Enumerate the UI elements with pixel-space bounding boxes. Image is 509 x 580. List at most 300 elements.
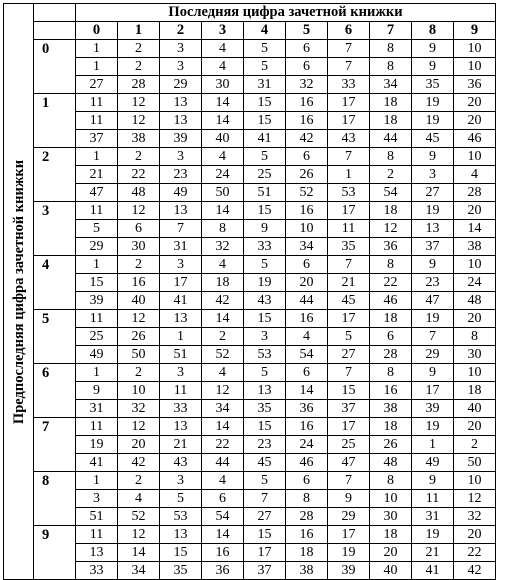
table-cell: 51 xyxy=(76,508,118,526)
table-cell: 1 xyxy=(76,256,118,274)
table-cell: 28 xyxy=(286,508,328,526)
table-cell: 36 xyxy=(202,562,244,580)
table-cell: 9 xyxy=(412,256,454,274)
table-cell: 1 xyxy=(412,436,454,454)
table-cell: 25 xyxy=(76,328,118,346)
column-header: 6 xyxy=(328,22,370,40)
table-cell: 16 xyxy=(286,94,328,112)
table-row xyxy=(4,274,496,292)
table-cell: 41 xyxy=(244,130,286,148)
table-cell: 23 xyxy=(412,274,454,292)
table-cell: 16 xyxy=(286,202,328,220)
table-cell: 39 xyxy=(160,130,202,148)
side-label-cell xyxy=(4,4,34,580)
table-cell: 9 xyxy=(412,148,454,166)
table-cell: 44 xyxy=(202,454,244,472)
table-cell: 23 xyxy=(160,166,202,184)
table-cell: 46 xyxy=(370,292,412,310)
table-cell: 2 xyxy=(202,328,244,346)
table-cell: 47 xyxy=(412,292,454,310)
table-cell: 20 xyxy=(370,544,412,562)
table-cell: 19 xyxy=(412,112,454,130)
table-cell: 37 xyxy=(244,562,286,580)
table-cell: 37 xyxy=(76,130,118,148)
table-cell: 39 xyxy=(328,562,370,580)
table-cell: 21 xyxy=(328,274,370,292)
table-row xyxy=(4,112,496,130)
table-cell: 17 xyxy=(412,382,454,400)
table-cell: 5 xyxy=(328,328,370,346)
table-cell: 54 xyxy=(370,184,412,202)
table-cell: 6 xyxy=(370,328,412,346)
header-title: Последняя цифра зачетной книжки xyxy=(76,4,496,22)
table-cell: 16 xyxy=(286,112,328,130)
table-cell: 19 xyxy=(412,418,454,436)
table-cell: 22 xyxy=(370,274,412,292)
table-cell: 40 xyxy=(370,562,412,580)
table-row xyxy=(4,544,496,562)
table-cell: 17 xyxy=(328,112,370,130)
table-cell: 39 xyxy=(76,292,118,310)
table-row xyxy=(4,202,496,220)
table-cell: 7 xyxy=(328,364,370,382)
table-cell: 10 xyxy=(286,220,328,238)
table-cell: 37 xyxy=(328,400,370,418)
table-cell: 17 xyxy=(328,526,370,544)
table-cell: 13 xyxy=(76,544,118,562)
table-cell: 38 xyxy=(118,130,160,148)
table-cell: 27 xyxy=(76,76,118,94)
table-cell: 7 xyxy=(328,472,370,490)
table-cell: 18 xyxy=(370,418,412,436)
column-header: 7 xyxy=(370,22,412,40)
table-cell: 26 xyxy=(370,436,412,454)
table-cell: 17 xyxy=(328,94,370,112)
table-cell: 38 xyxy=(454,238,496,256)
table-cell: 1 xyxy=(76,40,118,58)
table-cell: 34 xyxy=(370,76,412,94)
row-group-digit: 1 xyxy=(34,94,76,148)
table-cell: 43 xyxy=(160,454,202,472)
variant-table-container xyxy=(3,3,496,580)
table-cell: 15 xyxy=(76,274,118,292)
corner-cell xyxy=(34,22,76,40)
table-cell: 12 xyxy=(202,382,244,400)
table-cell: 40 xyxy=(202,130,244,148)
table-cell: 29 xyxy=(412,346,454,364)
table-row xyxy=(4,310,496,328)
table-cell: 6 xyxy=(286,472,328,490)
table-cell: 15 xyxy=(244,112,286,130)
table-cell: 12 xyxy=(370,220,412,238)
table-cell: 13 xyxy=(160,202,202,220)
table-row xyxy=(4,490,496,508)
table-cell: 31 xyxy=(160,238,202,256)
table-cell: 33 xyxy=(160,400,202,418)
table-row xyxy=(4,58,496,76)
table-cell: 9 xyxy=(412,58,454,76)
table-cell: 41 xyxy=(76,454,118,472)
table-cell: 2 xyxy=(454,436,496,454)
table-cell: 6 xyxy=(286,256,328,274)
table-cell: 53 xyxy=(244,346,286,364)
table-cell: 16 xyxy=(370,382,412,400)
table-row xyxy=(4,94,496,112)
table-cell: 4 xyxy=(202,58,244,76)
table-cell: 53 xyxy=(328,184,370,202)
table-cell: 5 xyxy=(76,220,118,238)
table-cell: 19 xyxy=(76,436,118,454)
table-cell: 2 xyxy=(118,256,160,274)
table-cell: 8 xyxy=(370,40,412,58)
table-cell: 3 xyxy=(76,490,118,508)
table-row xyxy=(4,508,496,526)
table-cell: 31 xyxy=(76,400,118,418)
table-cell: 15 xyxy=(244,418,286,436)
table-cell: 24 xyxy=(286,436,328,454)
table-cell: 21 xyxy=(412,544,454,562)
table-row xyxy=(4,346,496,364)
table-cell: 2 xyxy=(118,148,160,166)
column-header: 5 xyxy=(286,22,328,40)
table-cell: 9 xyxy=(412,364,454,382)
table-cell: 29 xyxy=(160,76,202,94)
table-cell: 12 xyxy=(118,526,160,544)
table-cell: 11 xyxy=(76,202,118,220)
table-cell: 51 xyxy=(160,346,202,364)
table-cell: 20 xyxy=(454,202,496,220)
column-header: 8 xyxy=(412,22,454,40)
table-cell: 26 xyxy=(118,328,160,346)
table-cell: 6 xyxy=(286,58,328,76)
table-cell: 17 xyxy=(244,544,286,562)
table-cell: 22 xyxy=(202,436,244,454)
row-group-digit: 8 xyxy=(34,472,76,526)
table-cell: 28 xyxy=(370,346,412,364)
table-cell: 30 xyxy=(454,346,496,364)
table-row xyxy=(4,76,496,94)
table-cell: 30 xyxy=(370,508,412,526)
table-cell: 20 xyxy=(454,418,496,436)
table-cell: 11 xyxy=(76,310,118,328)
table-cell: 7 xyxy=(328,58,370,76)
table-cell: 38 xyxy=(370,400,412,418)
table-cell: 3 xyxy=(160,40,202,58)
table-cell: 45 xyxy=(412,130,454,148)
table-cell: 4 xyxy=(202,472,244,490)
table-cell: 36 xyxy=(454,76,496,94)
column-header: 9 xyxy=(454,22,496,40)
table-cell: 13 xyxy=(160,112,202,130)
table-cell: 9 xyxy=(412,472,454,490)
column-header: 0 xyxy=(76,22,118,40)
table-cell: 12 xyxy=(118,310,160,328)
table-cell: 11 xyxy=(76,418,118,436)
table-row xyxy=(4,418,496,436)
table-cell: 29 xyxy=(76,238,118,256)
table-cell: 6 xyxy=(286,364,328,382)
table-cell: 42 xyxy=(202,292,244,310)
table-cell: 22 xyxy=(118,166,160,184)
table-cell: 20 xyxy=(454,526,496,544)
table-cell: 19 xyxy=(412,526,454,544)
table-cell: 18 xyxy=(370,202,412,220)
table-cell: 35 xyxy=(160,562,202,580)
table-cell: 46 xyxy=(454,130,496,148)
table-cell: 7 xyxy=(328,256,370,274)
table-cell: 41 xyxy=(160,292,202,310)
table-cell: 23 xyxy=(244,436,286,454)
table-cell: 11 xyxy=(160,382,202,400)
table-cell: 10 xyxy=(118,382,160,400)
table-cell: 52 xyxy=(286,184,328,202)
table-cell: 8 xyxy=(370,472,412,490)
table-cell: 38 xyxy=(286,562,328,580)
table-cell: 53 xyxy=(160,508,202,526)
table-cell: 17 xyxy=(328,418,370,436)
table-cell: 26 xyxy=(286,166,328,184)
table-row xyxy=(4,562,496,580)
table-cell: 18 xyxy=(370,112,412,130)
table-cell: 15 xyxy=(244,310,286,328)
table-cell: 1 xyxy=(76,58,118,76)
table-cell: 31 xyxy=(412,508,454,526)
table-cell: 15 xyxy=(244,526,286,544)
table-cell: 2 xyxy=(118,40,160,58)
side-label: Предпоследняя цифра зачетной книжки xyxy=(10,159,27,424)
table-cell: 18 xyxy=(202,274,244,292)
table-cell: 34 xyxy=(286,238,328,256)
table-cell: 19 xyxy=(244,274,286,292)
table-cell: 2 xyxy=(118,472,160,490)
table-cell: 50 xyxy=(454,454,496,472)
table-cell: 5 xyxy=(244,472,286,490)
column-header-row xyxy=(4,22,496,40)
table-cell: 3 xyxy=(160,472,202,490)
table-cell: 9 xyxy=(76,382,118,400)
table-cell: 49 xyxy=(160,184,202,202)
table-cell: 44 xyxy=(286,292,328,310)
table-cell: 33 xyxy=(76,562,118,580)
table-cell: 21 xyxy=(76,166,118,184)
table-cell: 8 xyxy=(370,256,412,274)
table-cell: 12 xyxy=(118,418,160,436)
table-cell: 4 xyxy=(454,166,496,184)
table-cell: 32 xyxy=(118,400,160,418)
table-cell: 7 xyxy=(328,40,370,58)
table-cell: 3 xyxy=(160,364,202,382)
table-cell: 11 xyxy=(328,220,370,238)
table-cell: 8 xyxy=(202,220,244,238)
column-header: 1 xyxy=(118,22,160,40)
table-cell: 3 xyxy=(160,58,202,76)
table-cell: 14 xyxy=(286,382,328,400)
table-cell: 42 xyxy=(454,562,496,580)
table-cell: 14 xyxy=(202,112,244,130)
table-cell: 12 xyxy=(454,490,496,508)
row-group-digit: 6 xyxy=(34,364,76,418)
table-cell: 11 xyxy=(412,490,454,508)
table-cell: 17 xyxy=(328,202,370,220)
table-cell: 19 xyxy=(412,202,454,220)
table-cell: 33 xyxy=(328,76,370,94)
table-cell: 27 xyxy=(328,346,370,364)
table-cell: 25 xyxy=(328,436,370,454)
table-cell: 32 xyxy=(286,76,328,94)
table-cell: 37 xyxy=(412,238,454,256)
table-cell: 22 xyxy=(454,544,496,562)
variant-table xyxy=(3,3,496,580)
table-cell: 5 xyxy=(244,148,286,166)
table-cell: 6 xyxy=(118,220,160,238)
table-cell: 48 xyxy=(118,184,160,202)
table-cell: 16 xyxy=(286,310,328,328)
row-group-digit: 9 xyxy=(34,526,76,580)
table-cell: 27 xyxy=(244,508,286,526)
table-cell: 9 xyxy=(244,220,286,238)
table-cell: 54 xyxy=(286,346,328,364)
table-cell: 5 xyxy=(160,490,202,508)
table-cell: 31 xyxy=(244,76,286,94)
table-cell: 13 xyxy=(160,310,202,328)
table-cell: 10 xyxy=(454,256,496,274)
table-cell: 49 xyxy=(76,346,118,364)
table-cell: 12 xyxy=(118,112,160,130)
table-cell: 34 xyxy=(118,562,160,580)
table-cell: 5 xyxy=(244,364,286,382)
table-row xyxy=(4,238,496,256)
table-cell: 8 xyxy=(454,328,496,346)
table-cell: 43 xyxy=(244,292,286,310)
table-cell: 7 xyxy=(412,328,454,346)
table-cell: 5 xyxy=(244,58,286,76)
table-cell: 30 xyxy=(118,238,160,256)
table-cell: 17 xyxy=(160,274,202,292)
table-cell: 28 xyxy=(454,184,496,202)
table-cell: 6 xyxy=(202,490,244,508)
table-cell: 35 xyxy=(244,400,286,418)
table-cell: 32 xyxy=(202,238,244,256)
table-cell: 18 xyxy=(370,526,412,544)
table-cell: 10 xyxy=(370,490,412,508)
table-cell: 45 xyxy=(244,454,286,472)
table-cell: 20 xyxy=(286,274,328,292)
table-cell: 48 xyxy=(370,454,412,472)
table-cell: 10 xyxy=(454,40,496,58)
table-row xyxy=(4,400,496,418)
table-cell: 36 xyxy=(286,400,328,418)
table-cell: 7 xyxy=(328,148,370,166)
row-group-digit: 2 xyxy=(34,148,76,202)
table-cell: 7 xyxy=(160,220,202,238)
table-cell: 51 xyxy=(244,184,286,202)
table-cell: 18 xyxy=(370,94,412,112)
table-cell: 24 xyxy=(454,274,496,292)
table-cell: 16 xyxy=(286,418,328,436)
table-cell: 34 xyxy=(202,400,244,418)
table-cell: 20 xyxy=(454,94,496,112)
table-cell: 18 xyxy=(454,382,496,400)
table-cell: 15 xyxy=(160,544,202,562)
table-cell: 48 xyxy=(454,292,496,310)
table-cell: 14 xyxy=(454,220,496,238)
table-row xyxy=(4,130,496,148)
table-cell: 13 xyxy=(244,382,286,400)
table-cell: 17 xyxy=(328,310,370,328)
table-row xyxy=(4,166,496,184)
column-header: 3 xyxy=(202,22,244,40)
table-cell: 52 xyxy=(118,508,160,526)
table-cell: 27 xyxy=(412,184,454,202)
table-cell: 20 xyxy=(454,112,496,130)
table-cell: 19 xyxy=(412,94,454,112)
table-cell: 28 xyxy=(118,76,160,94)
table-cell: 2 xyxy=(370,166,412,184)
table-cell: 20 xyxy=(118,436,160,454)
table-cell: 11 xyxy=(76,94,118,112)
table-cell: 7 xyxy=(244,490,286,508)
table-cell: 10 xyxy=(454,472,496,490)
table-row xyxy=(4,40,496,58)
table-cell: 10 xyxy=(454,364,496,382)
table-cell: 14 xyxy=(202,202,244,220)
table-cell: 45 xyxy=(328,292,370,310)
table-cell: 16 xyxy=(286,526,328,544)
table-cell: 5 xyxy=(244,40,286,58)
table-cell: 15 xyxy=(244,202,286,220)
table-cell: 4 xyxy=(286,328,328,346)
table-cell: 3 xyxy=(160,148,202,166)
table-cell: 14 xyxy=(202,526,244,544)
table-cell: 10 xyxy=(454,148,496,166)
table-cell: 24 xyxy=(202,166,244,184)
table-cell: 8 xyxy=(370,148,412,166)
table-cell: 2 xyxy=(118,364,160,382)
table-cell: 42 xyxy=(286,130,328,148)
table-cell: 13 xyxy=(160,418,202,436)
table-cell: 15 xyxy=(328,382,370,400)
table-cell: 13 xyxy=(160,94,202,112)
table-cell: 13 xyxy=(412,220,454,238)
table-row xyxy=(4,292,496,310)
table-cell: 16 xyxy=(118,274,160,292)
row-group-digit: 7 xyxy=(34,418,76,472)
table-cell: 8 xyxy=(286,490,328,508)
table-cell: 42 xyxy=(118,454,160,472)
table-cell: 18 xyxy=(370,310,412,328)
table-cell: 11 xyxy=(76,112,118,130)
table-cell: 35 xyxy=(328,238,370,256)
table-cell: 6 xyxy=(286,148,328,166)
table-cell: 4 xyxy=(202,40,244,58)
table-cell: 8 xyxy=(370,58,412,76)
table-cell: 14 xyxy=(202,94,244,112)
row-group-digit: 0 xyxy=(34,40,76,94)
table-cell: 30 xyxy=(202,76,244,94)
table-cell: 43 xyxy=(328,130,370,148)
table-cell: 3 xyxy=(244,328,286,346)
table-cell: 49 xyxy=(412,454,454,472)
table-cell: 50 xyxy=(118,346,160,364)
table-row xyxy=(4,436,496,454)
table-cell: 6 xyxy=(286,40,328,58)
table-cell: 47 xyxy=(328,454,370,472)
table-cell: 4 xyxy=(202,256,244,274)
table-cell: 25 xyxy=(244,166,286,184)
column-header: 4 xyxy=(244,22,286,40)
table-cell: 19 xyxy=(328,544,370,562)
table-row xyxy=(4,454,496,472)
